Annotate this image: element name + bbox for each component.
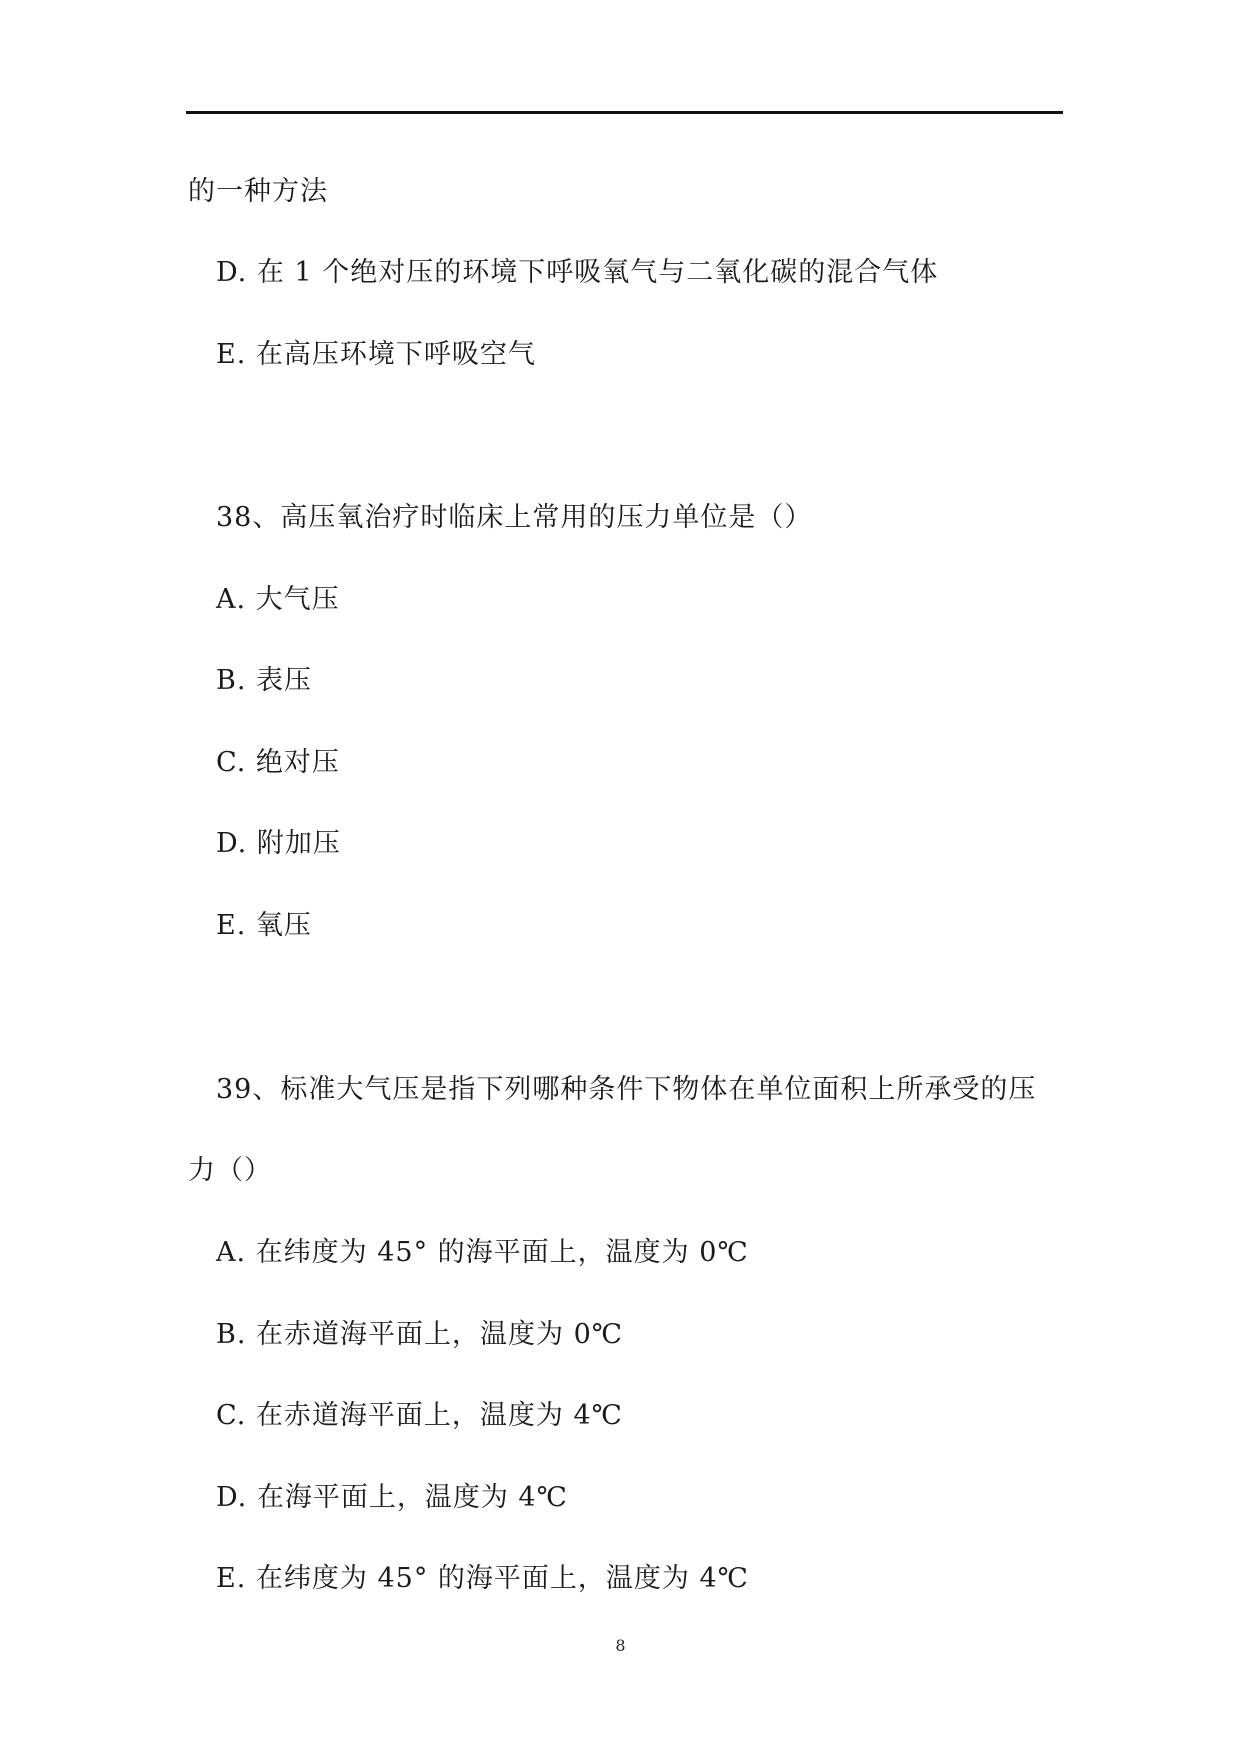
prev-option-d: D. 在 1 个绝对压的环境下呼吸氧气与二氧化碳的混合气体 xyxy=(216,257,939,288)
page-number: 8 xyxy=(615,1636,626,1655)
continuation-text: 的一种方法 xyxy=(188,176,328,207)
question-38-option-a: A. 大气压 xyxy=(216,584,340,615)
question-39-stem-line1: 39、标准大气压是指下列哪种条件下物体在单位面积上所承受的压 xyxy=(216,1074,1037,1105)
question-39-stem-line2: 力（） xyxy=(188,1155,272,1186)
question-38-stem: 38、高压氧治疗时临床上常用的压力单位是（） xyxy=(216,502,813,533)
question-38-option-e: E. 氧压 xyxy=(216,910,312,941)
question-39-option-a: A. 在纬度为 45° 的海平面上，温度为 0℃ xyxy=(216,1237,749,1268)
question-39-option-c: C. 在赤道海平面上，温度为 4℃ xyxy=(216,1400,623,1431)
question-38-option-d: D. 附加压 xyxy=(216,828,341,859)
question-39-option-e: E. 在纬度为 45° 的海平面上，温度为 4℃ xyxy=(216,1563,749,1594)
question-39-option-b: B. 在赤道海平面上，温度为 0℃ xyxy=(216,1319,623,1350)
question-39-option-d: D. 在海平面上，温度为 4℃ xyxy=(216,1482,568,1513)
prev-option-e: E. 在高压环境下呼吸空气 xyxy=(216,339,536,370)
question-38-option-c: C. 绝对压 xyxy=(216,747,340,778)
question-38-option-b: B. 表压 xyxy=(216,665,313,696)
header-rule xyxy=(186,111,1063,114)
